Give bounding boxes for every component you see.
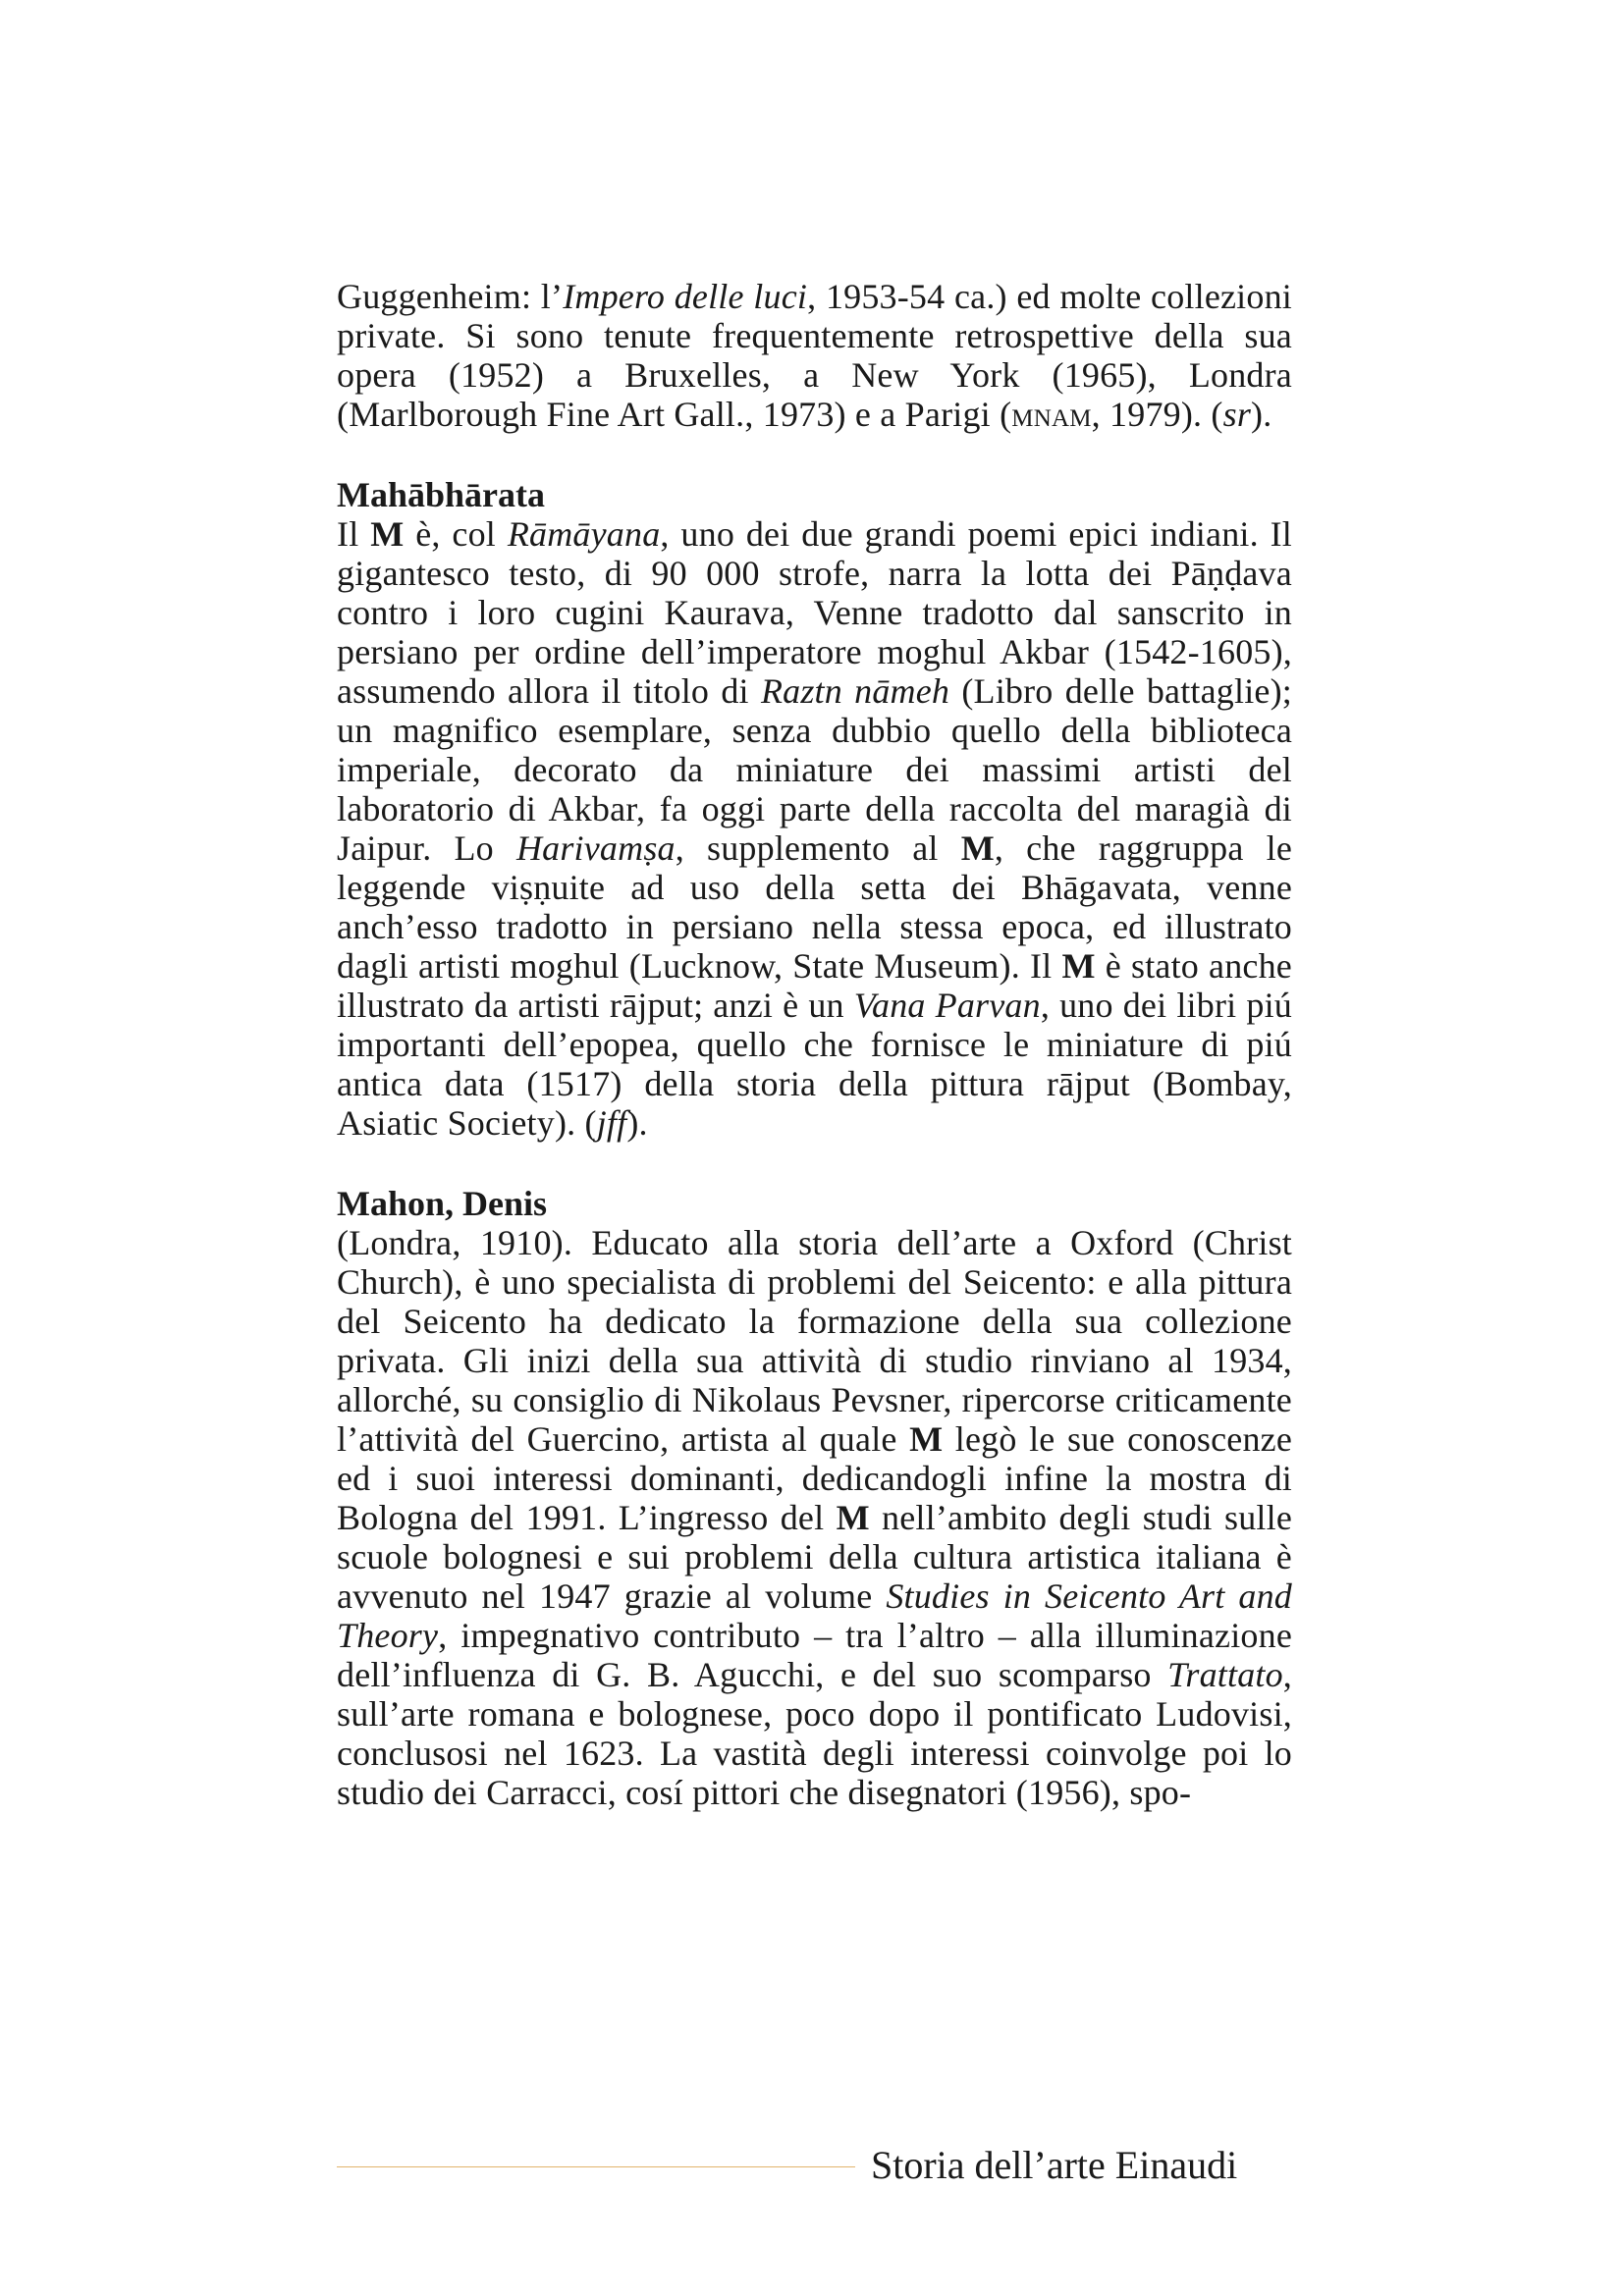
italic-text: sr (1222, 395, 1252, 434)
text-run: è stato anche illustrato da artisti rājput; anzi è un (337, 946, 1292, 1025)
smallcaps-text: mnam (1011, 395, 1092, 434)
entry-spacer (337, 1143, 1292, 1184)
text-run: , 1979). ( (1091, 395, 1223, 434)
entry-body-mahabharata (337, 514, 1292, 1143)
entry-title-mahon-denis: Mahon, Denis (337, 1184, 548, 1223)
text-run: legò le sue conoscenze ed i suoi interessi dominanti, dedicandogli infine la mostra di Bologna del 1991. L’ingresso del (337, 1419, 1293, 1537)
italic-text: Vana Parvan (853, 986, 1041, 1025)
text-run: è, col (404, 514, 508, 554)
bold-abbrev: M (960, 828, 995, 868)
continued-paragraph (337, 277, 1292, 434)
italic-text: Raztn nāmeh (760, 671, 950, 711)
text-run: , impegnativo contributo – tra l’altro – alla illuminazione dell’influenza di G. B. Agucchi, e del suo scomparso (337, 1616, 1292, 1694)
text-run: ). (1251, 395, 1272, 434)
text-run: , uno dei libri piú importanti dell’epopea, quello che fornisce le miniature di piú antica data (1517) della storia della pittura rājput (Bombay, Asiatic Society). ( (337, 986, 1292, 1143)
italic-text: Rāmāyana (507, 514, 661, 554)
bold-abbrev: M (370, 514, 405, 554)
text-run: , 1953-54 ca.) ed molte collezioni private. Si sono tenute frequentemente retrospettive della sua opera (1952) a Bruxelles, a New York (1965), Londra (Marlborough Fine Art Gall., 1973) e a Parigi ( (337, 277, 1292, 434)
italic-text: jff (596, 1103, 627, 1143)
text-run: , sull’arte romana e bolognese, poco dopo il pontificato Ludovisi, conclusosi nel 1623. La vastità degli interessi coinvolge poi lo studio dei Carracci, cosí pittori che disegnatori (1956), spo- (337, 1655, 1292, 1812)
footer-publisher: Storia dell’arte Einaudi (871, 2143, 1238, 2187)
bold-abbrev: M (1061, 946, 1096, 986)
text-run: Guggenheim: l’ (337, 277, 564, 316)
text-run: , che raggruppa le leggende viṣṇuite ad uso della setta dei Bhāgavata, venne anch’esso tradotto in persiano nella stessa epoca, ed illustrato dagli artisti moghul (Lucknow, State Museum). Il (337, 828, 1292, 986)
italic-text: Harivamṣa (515, 828, 676, 868)
entry-title-mahabharata: Mahābhārata (337, 475, 546, 514)
italic-text: Trattato (1167, 1655, 1283, 1694)
text-run: (Londra, 1910). Educato alla storia dell’arte a Oxford (Christ Church), è uno specialista di problemi del Seicento: e alla pittura del Seicento ha dedicato la formazione della sua collezione privata. Gli inizi della sua attività di studio rinviano al 1934, allorché, su consiglio di Nikolaus Pevsner, ripercorse criticamente l’attività del Guercino, artista al quale (337, 1223, 1292, 1459)
italic-text: Studies in Seicento Art and Theory (337, 1576, 1293, 1655)
entry-body-mahon-denis (337, 1223, 1292, 1812)
entry-spacer (337, 434, 1292, 475)
bold-abbrev: M (836, 1498, 870, 1537)
bold-abbrev: M (909, 1419, 944, 1459)
footer-rule (337, 2166, 855, 2167)
text-run: , uno dei due grandi poemi epici indiani. Il gigantesco testo, di 90 000 strofe, narra la lotta dei Pāṇḍava contro i loro cugini Kaurava, Venne tradotto dal sanscrito in persiano per ordine dell’imperatore moghul Akbar (1542-1605), assumendo allora il titolo di (337, 514, 1292, 711)
text-run: (Libro delle battaglie); un magnifico esemplare, senza dubbio quello della biblioteca imperiale, decorato da miniature dei massimi artisti del laboratorio di Akbar, fa oggi parte della raccolta del maragià di Jaipur. Lo (337, 671, 1292, 868)
page-content (337, 277, 1292, 1812)
italic-text: Impero delle luci (563, 277, 808, 316)
text-run: , supplemento al (675, 828, 961, 868)
text-run: nell’ambito degli studi sulle scuole bolognesi e sui problemi della cultura artistica italiana è avvenuto nel 1947 grazie al volume (337, 1498, 1292, 1616)
text-run: ). (626, 1103, 648, 1143)
text-run: Il (337, 514, 371, 554)
